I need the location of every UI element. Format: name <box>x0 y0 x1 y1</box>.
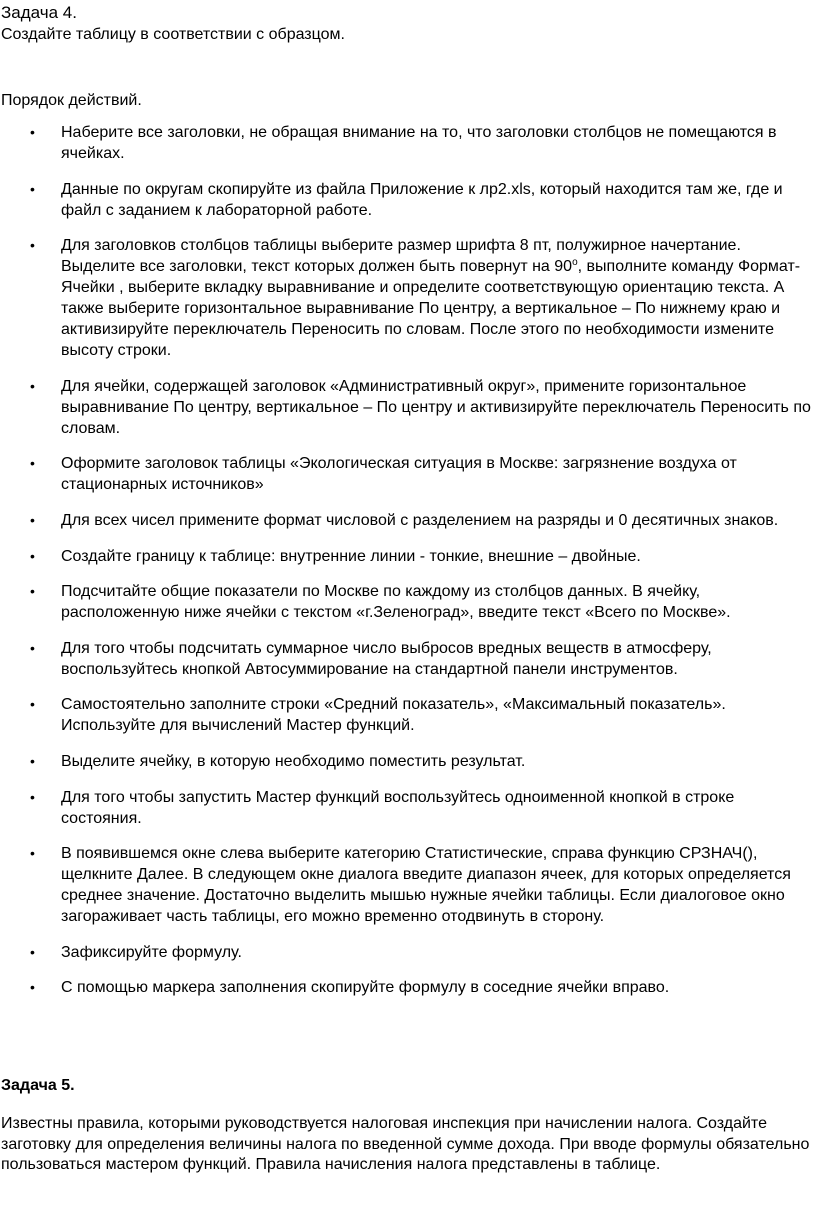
bullet-icon: • <box>30 696 35 713</box>
list-item <box>0 376 816 439</box>
step-text: Наберите все заголовки, не обращая внимание на то, что заголовки столбцов не помещаются в ячейках. <box>61 124 777 162</box>
step-text: Выделите ячейку, в которую необходимо поместить результат. <box>61 752 526 770</box>
bullet-icon: • <box>30 752 35 769</box>
list-item <box>0 179 816 221</box>
procedure-heading: Порядок действий. <box>1 92 142 109</box>
list-item <box>0 942 816 963</box>
bullet-icon: • <box>30 788 35 805</box>
step-text: Для ячейки, содержащей заголовок «Административный округ», примените горизонтальное выравнивание По центру, вертикальное – По центру и активизируйте переключатель Переносить по словам. <box>61 377 811 437</box>
task4-subtitle: Создайте таблицу в соответствии с образцом. <box>1 26 345 43</box>
bullet-icon: • <box>30 547 35 564</box>
step-text: В появившемся окне слева выберите категорию Статистические, справа функцию СРЗНАЧ(), щелкните Далее. В следующем окне диалога введите диапазон ячеек, для которых определяется среднее значение. Достаточно выделить мышью нужные ячейки таблицы. Если диалоговое окно загораживает часть таблицы, его можно временно отодвинуть в сторону. <box>61 845 791 926</box>
step-text: Зафиксируйте формулу. <box>61 943 242 961</box>
list-item <box>0 638 816 680</box>
step-text: Для заголовков столбцов таблицы выберите размер шрифта 8 пт, полужирное начертание. Выделите все заголовки, текст которых должен быть повернут на 90 <box>61 237 741 276</box>
list-item <box>0 235 816 361</box>
bullet-icon: • <box>30 639 35 656</box>
bullet-icon: • <box>30 124 35 140</box>
bullet-icon: • <box>30 979 35 996</box>
step-text: С помощью маркера заполнения скопируйте формулу в соседние ячейки вправо. <box>61 979 670 997</box>
list-item <box>0 751 816 772</box>
bullet-icon: • <box>30 237 35 254</box>
step-text: Оформите заголовок таблицы «Экологическая ситуация в Москве: загрязнение воздуха от стационарных источников» <box>61 455 737 494</box>
list-item <box>0 453 816 495</box>
degree-superscript: о <box>572 257 578 269</box>
step-text: Данные по округам скопируйте из файла Приложение к лр2.xls, который находится там же, где и файл с заданием к лабораторной работе. <box>61 180 783 219</box>
list-item <box>0 977 816 998</box>
bullet-icon: • <box>30 583 35 600</box>
bullet-icon: • <box>30 455 35 472</box>
steps-list <box>0 122 816 1013</box>
list-item <box>0 843 816 927</box>
bullet-icon: • <box>30 511 35 528</box>
task5-text: Известны правила, которыми руководствуется налоговая инспекция при начислении налога. Создайте заготовку для определения величины налога по введенной сумме дохода. При вводе формулы обязательно пользоваться мастером функций. Правила начисления налога представлены в таблице. <box>1 1115 810 1173</box>
list-item <box>0 581 816 623</box>
step-text: Создайте границу к таблице: внутренние линии - тонкие, внешние – двойные. <box>61 547 641 565</box>
task4-title: Задача 4. <box>1 3 77 22</box>
task5-title: Задача 5. <box>1 1077 75 1094</box>
bullet-icon: • <box>30 180 35 197</box>
list-item <box>0 787 816 829</box>
list-item <box>0 510 816 531</box>
step-text: Для всех чисел примените формат числовой с разделением на разряды и 0 десятичных знаков. <box>61 511 779 529</box>
bullet-icon: • <box>30 845 35 862</box>
list-item <box>0 694 816 736</box>
list-item <box>0 122 816 164</box>
step-text: Для того чтобы запустить Мастер функций воспользуйтесь одноименной кнопкой в строке состояния. <box>61 788 735 827</box>
step-text-tail: , выполните команду Формат-Ячейки , выберите вкладку выравнивание и определите соответствующую ориентацию текста. А также выберите горизонтальное выравнивание По центру, а вертикальное – По нижнему краю и активизируйте переключатель Переносить по словам. После этого по необходимости измените высоту строки. <box>61 258 801 360</box>
bullet-icon: • <box>30 377 35 394</box>
step-text: Подсчитайте общие показатели по Москве по каждому из столбцов данных. В ячейку, расположенную ниже ячейки с текстом «г.Зеленоград», введите текст «Всего по Москве». <box>61 583 731 622</box>
step-text: Самостоятельно заполните строки «Средний показатель», «Максимальный показатель». Используйте для вычислений Мастер функций. <box>61 696 726 735</box>
step-text: Для того чтобы подсчитать суммарное число выбросов вредных веществ в атмосферу, воспользуйтесь кнопкой Автосуммирование на стандартной панели инструментов. <box>61 639 712 678</box>
bullet-icon: • <box>30 943 35 960</box>
list-item <box>0 546 816 567</box>
